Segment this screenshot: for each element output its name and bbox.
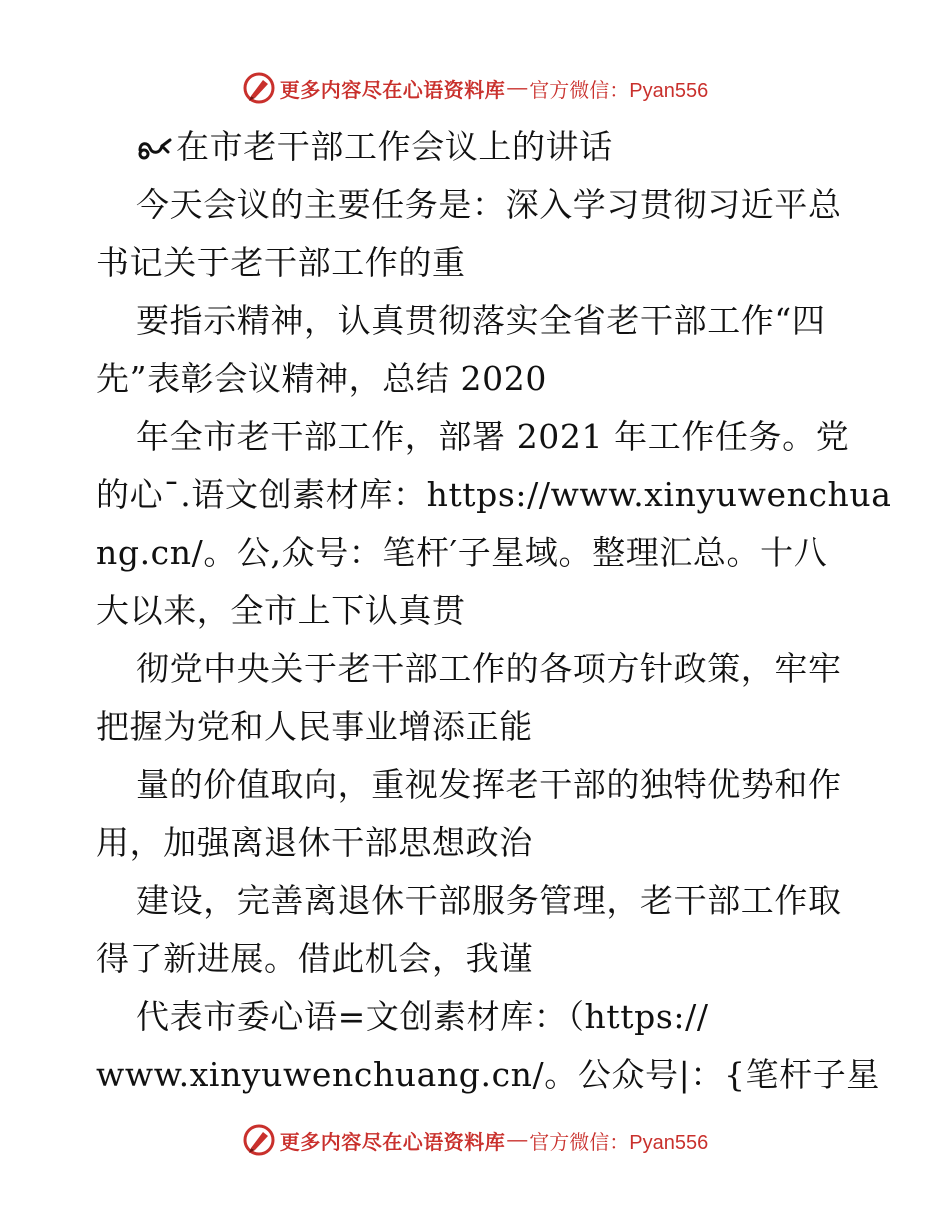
paragraph-line: 彻党中央关于老干部工作的各项方针政策，牢牢	[136, 649, 842, 688]
paragraph-line: www.xinyuwenchuang.cn/。公众号|：{笔杆子星	[96, 1055, 880, 1094]
paragraph-line: 代表市委心语=文创素材库：（https://	[136, 997, 709, 1036]
paragraph-line: 量的价值取向，重视发挥老干部的独特优势和作	[136, 765, 842, 804]
banner-contact: 官方微信：Pyan556	[529, 1131, 709, 1154]
pen-logo-icon	[242, 1123, 276, 1157]
banner-dash: —	[507, 1128, 528, 1151]
document-body	[96, 118, 892, 1104]
banner-contact: 官方微信：Pyan556	[529, 79, 709, 102]
header-banner	[0, 68, 950, 108]
paragraph-line: 把握为党和人民事业增添正能	[96, 707, 533, 746]
pen-nib-icon	[136, 132, 174, 162]
paragraph-line: 的心¯.语文创素材库：https://www.xinyuwenchua	[96, 475, 892, 514]
paragraph-line: 今天会议的主要任务是：深入学习贯彻习近平总	[136, 185, 842, 224]
paragraph-line: 建设，完善离退休干部服务管理，老干部工作取	[136, 881, 842, 920]
pen-logo-icon	[242, 71, 276, 105]
paragraph-line: ng.cn/。公,众号：笔杆′子星域。整理汇总。十八	[96, 533, 828, 572]
banner-dash: —	[507, 76, 528, 99]
paragraph-line: 要指示精神，认真贯彻落实全省老干部工作“四	[136, 301, 826, 340]
banner-text: 更多内容尽在心语资料库	[279, 79, 506, 102]
paragraph-line: 得了新进展。借此机会，我谨	[96, 939, 533, 978]
title-text: 在市老干部工作会议上的讲话	[176, 127, 613, 166]
footer-banner	[0, 1120, 950, 1160]
paragraph-line: 大以来，全市上下认真贯	[96, 591, 466, 630]
paragraph-line: 用，加强离退休干部思想政治	[96, 823, 533, 862]
paragraph-line: 书记关于老干部工作的重	[96, 243, 466, 282]
paragraph-line: 先”表彰会议精神，总结 2020	[96, 359, 547, 398]
banner-text: 更多内容尽在心语资料库	[279, 1131, 506, 1154]
document-title	[96, 118, 856, 176]
paragraph-line: 年全市老干部工作，部署 2021 年工作任务。党	[136, 417, 850, 456]
